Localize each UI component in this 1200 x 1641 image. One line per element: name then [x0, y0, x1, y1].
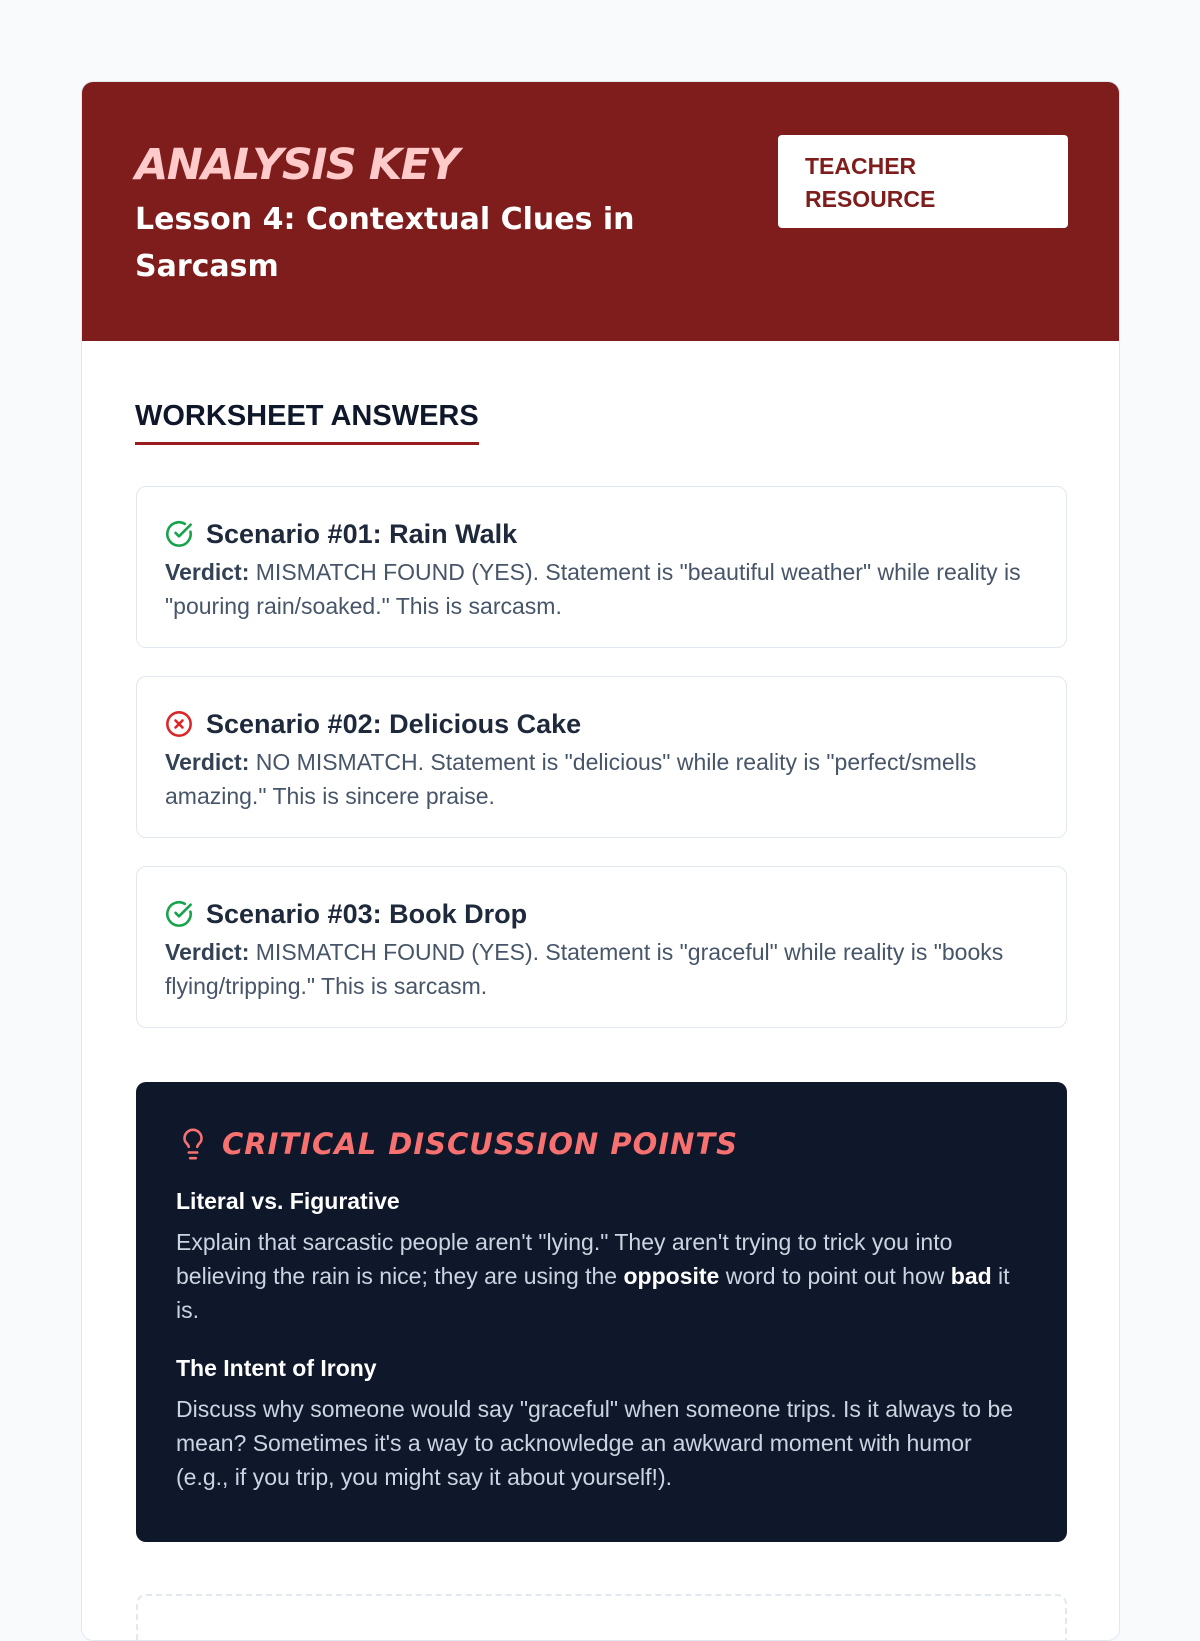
scenario-verdict	[165, 745, 1038, 813]
scenario-card	[136, 676, 1067, 838]
verdict-label: Verdict:	[165, 939, 250, 965]
verdict-text: MISMATCH FOUND (YES). Statement is "beautiful weather" while reality is "pouring rain/soaked." This is sarcasm.	[165, 559, 1021, 619]
emphasis-text: bad	[950, 1263, 992, 1289]
discussion-panel	[136, 1082, 1067, 1542]
dashed-divider	[136, 1594, 1067, 1641]
body-text: Explain that sarcastic people aren't "lying." They aren't trying to trick you into believing the rain is nice; they are using the	[176, 1229, 953, 1289]
scenario-card	[136, 866, 1067, 1028]
header-banner	[82, 82, 1119, 341]
verdict-text: MISMATCH FOUND (YES). Statement is "graceful" while reality is "books flying/tripping." This is sarcasm.	[165, 939, 1004, 999]
answer-key-card	[81, 81, 1120, 1641]
scenario-verdict	[165, 555, 1038, 623]
discussion-point-body: Discuss why someone would say "graceful" when someone trips. Is it always to be mean? Sometimes it's a way to acknowledge an awkward moment with humor (e.g., if you trip, you might say it about yourself!).	[176, 1396, 1014, 1490]
scenario-verdict	[165, 935, 1038, 1003]
scenario-title: Scenario #03: Book Drop	[206, 898, 528, 929]
check-circle-icon	[165, 900, 193, 928]
section-title: WORKSHEET ANSWERS	[135, 400, 479, 445]
scenario-title: Scenario #01: Rain Walk	[206, 518, 518, 549]
discussion-point-title: Literal vs. Figurative	[176, 1188, 400, 1214]
discussion-point-body	[176, 1225, 1027, 1327]
verdict-text: NO MISMATCH. Statement is "delicious" while reality is "perfect/smells amazing." This is sincere praise.	[165, 749, 977, 809]
x-circle-icon	[165, 710, 193, 738]
emphasis-text: opposite	[623, 1263, 720, 1289]
discussion-title: CRITICAL DISCUSSION POINTS	[222, 1127, 739, 1161]
discussion-point-title: The Intent of Irony	[176, 1355, 377, 1381]
verdict-label: Verdict:	[165, 749, 250, 775]
page-title: ANALYSIS KEY	[135, 140, 459, 190]
check-circle-icon	[165, 520, 193, 548]
lesson-subtitle: Lesson 4: Contextual Clues in Sarcasm	[135, 202, 635, 284]
body-text: it is.	[176, 1263, 1010, 1323]
scenario-card	[136, 486, 1067, 648]
scenario-title: Scenario #02: Delicious Cake	[206, 708, 582, 739]
body-text: word to point out how	[719, 1263, 951, 1289]
teacher-resource-badge: TEACHER RESOURCE	[778, 135, 1068, 228]
lightbulb-icon	[176, 1126, 210, 1162]
verdict-label: Verdict:	[165, 559, 250, 585]
